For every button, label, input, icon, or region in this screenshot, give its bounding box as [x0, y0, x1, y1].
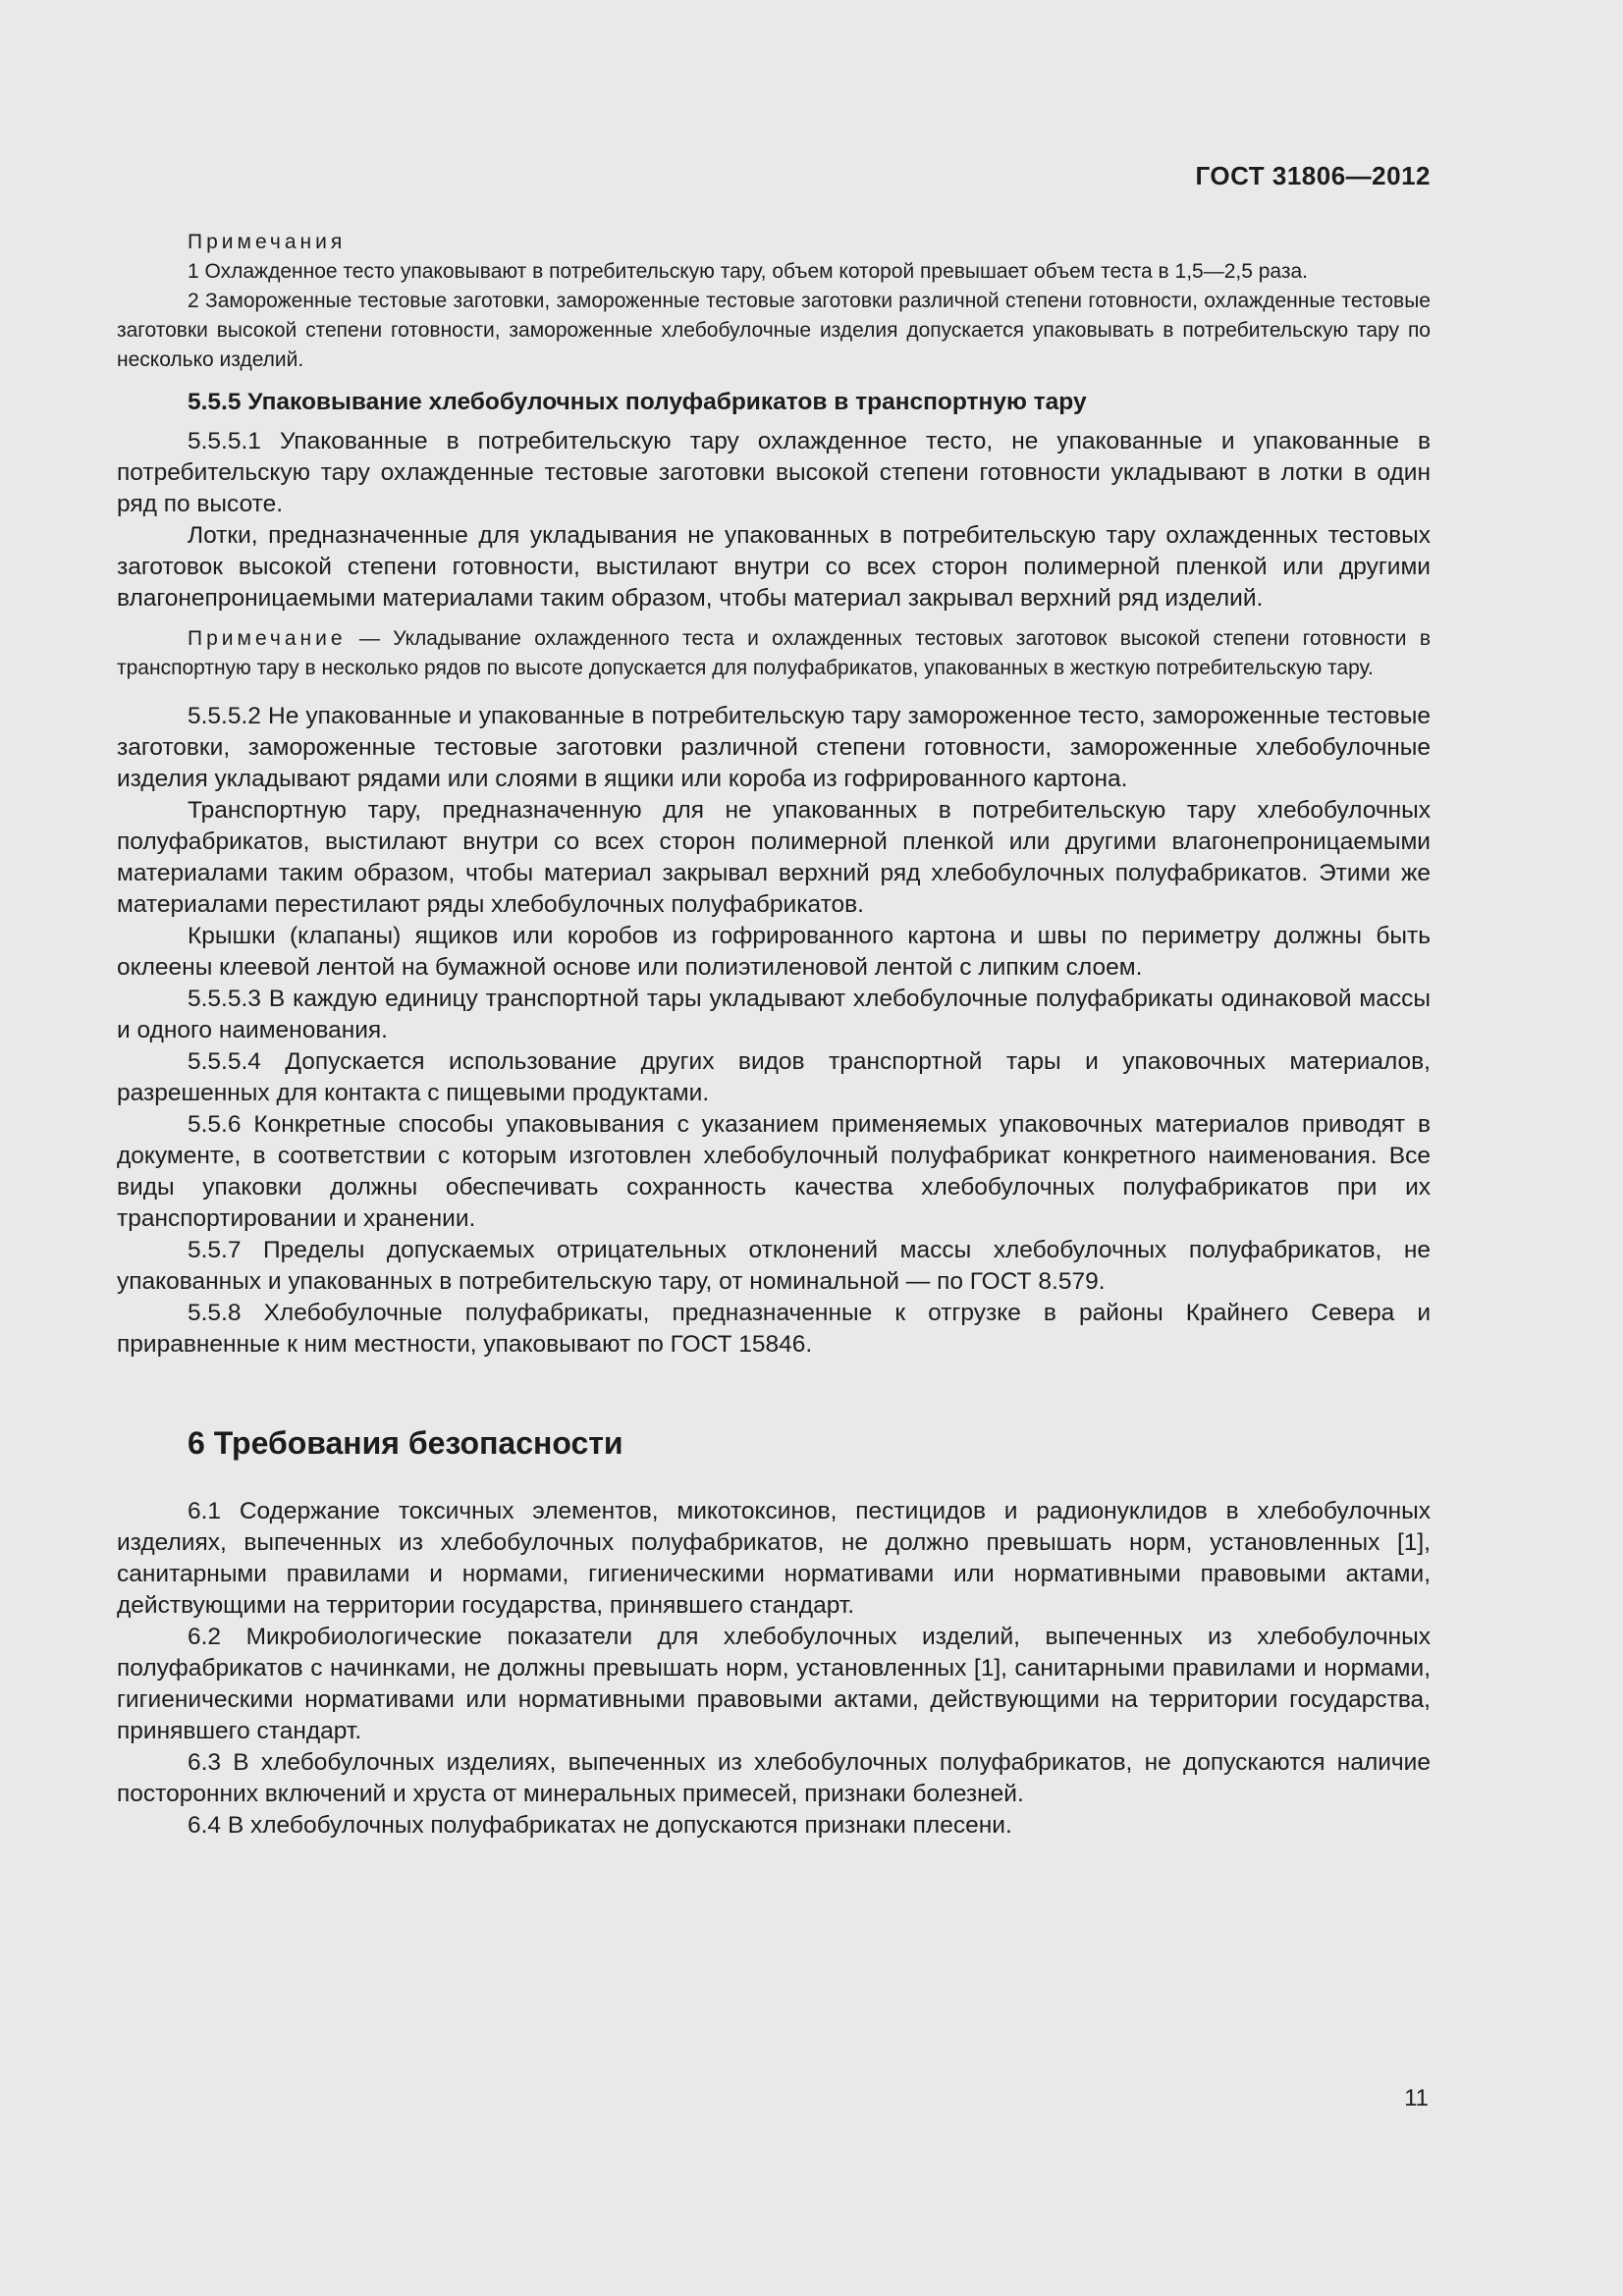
- note-label: Примечание: [188, 627, 347, 650]
- paragraph-5-5-5-4: 5.5.5.4 Допускается использование других видов транспортной тары и упаковочных материалов, разрешенных для контакта с пищевыми продуктами.: [117, 1048, 1431, 1106]
- section-heading-5-5-5: 5.5.5 Упаковывание хлебобулочных полуфабрикатов в транспортную тару: [188, 389, 1087, 415]
- paragraph-5-5-8: 5.5.8 Хлебобулочные полуфабрикаты, предназначенные к отгрузке в районы Крайнего Севера и приравненные к ним местности, упаковывают по ГОСТ 15846.: [117, 1300, 1431, 1358]
- paragraph: Лотки, предназначенные для укладывания не упакованных в потребительскую тару охлажденных тестовых заготовок высокой степени готовности, выстилают внутри со всех сторон полимерной пленкой или другими влагонепроницаемыми материалами таким образом, чтобы материал закрывал верхний ряд изделий.: [117, 522, 1431, 612]
- note-text: — Укладывание охлажденного теста и охлажденных тестовых заготовок высокой степени готовности в транспортную тару в несколько рядов по высоте допускается для полуфабрикатов, упакованных в жесткую потребительскую тару.: [117, 627, 1431, 679]
- paragraph-5-5-7: 5.5.7 Пределы допускаемых отрицательных отклонений массы хлебобулочных полуфабрикатов, не упакованных и упакованных в потребительскую тару, от номинальной — по ГОСТ 8.579.: [117, 1237, 1431, 1295]
- paragraph-6-4: 6.4 В хлебобулочных полуфабрикатах не допускаются признаки плесени.: [188, 1812, 1012, 1839]
- paragraph-5-5-5-3: 5.5.5.3 В каждую единицу транспортной тары укладывают хлебобулочные полуфабрикаты одинаковой массы и одного наименования.: [117, 986, 1431, 1043]
- notes-block: [117, 228, 1431, 375]
- paragraph: Транспортную тару, предназначенную для не упакованных в потребительскую тару хлебобулочных полуфабрикатов, выстилают внутри со всех сторон полимерной пленкой или другими влагонепроницаемыми материалами таким образом, чтобы материал закрывал верхний ряд хлебобулочных полуфабрикатов. Этими же материалами перестилают ряды хлебобулочных полуфабрикатов.: [117, 797, 1431, 918]
- note-paragraph: [117, 624, 1431, 683]
- note-item: 2 Замороженные тестовые заготовки, замороженные тестовые заготовки различной степени готовности, охлажденные тестовые заготовки высокой степени готовности, замороженные хлебобулочные изделия допускается упаковывать в потребительскую тару по несколько изделий.: [117, 290, 1431, 371]
- paragraph-5-5-6: 5.5.6 Конкретные способы упаковывания с указанием применяемых упаковочных материалов приводят в документе, в соответствии с которым изготовлен хлебобулочный полуфабрикат конкретного наименования. Все виды упаковки должны обеспечивать сохранность качества хлебобулочных полуфабрикатов при их транспортировании и хранении.: [117, 1111, 1431, 1232]
- paragraph: Крышки (клапаны) ящиков или коробов из гофрированного картона и швы по периметру должны быть оклеены клеевой лентой на бумажной основе или полиэтиленовой лентой с липким слоем.: [117, 923, 1431, 981]
- paragraph-6-3: 6.3 В хлебобулочных изделиях, выпеченных из хлебобулочных полуфабрикатов, не допускаются наличие посторонних включений и хруста от минеральных примесей, признаки болезней.: [117, 1749, 1431, 1807]
- note-item: 1 Охлажденное тесто упаковывают в потребительскую тару, объем которой превышает объем теста в 1,5—2,5 раза.: [188, 260, 1309, 283]
- paragraph-5-5-5-1: 5.5.5.1 Упакованные в потребительскую тару охлажденное тесто, не упакованные и упакованные в потребительскую тару охлажденные тестовые заготовки высокой степени готовности укладывают в лотки в один ряд по высоте.: [117, 428, 1431, 517]
- paragraph-6-2: 6.2 Микробиологические показатели для хлебобулочных изделий, выпеченных из хлебобулочных полуфабрикатов с начинками, не должны превышать норм, установленных [1], санитарными правилами и нормами, гигиеническими нормативами или нормативными правовыми актами, действующими на территории государства, принявшего стандарт.: [117, 1624, 1431, 1744]
- paragraph-5-5-5-2: 5.5.5.2 Не упакованные и упакованные в потребительскую тару замороженное тесто, замороженные тестовые заготовки, замороженные тестовые заготовки различной степени готовности, замороженные хлебобулочные изделия укладывают рядами или слоями в ящики или короба из гофрированного картона.: [117, 703, 1431, 792]
- page-body: [117, 228, 1431, 1842]
- page-number: 11: [1404, 2085, 1429, 2111]
- notes-title: Примечания: [188, 231, 347, 253]
- section-heading-6: 6 Требования безопасности: [188, 1425, 623, 1461]
- paragraph-6-1: 6.1 Содержание токсичных элементов, микотоксинов, пестицидов и радионуклидов в хлебобулочных изделиях, выпеченных из хлебобулочных полуфабрикатов, не должно превышать норм, установленных [1], санитарными правилами и нормами, гигиеническими нормативами или нормативными правовыми актами, действующими на территории государства, принявшего стандарт.: [117, 1498, 1431, 1619]
- document-designation: ГОСТ 31806—2012: [1195, 161, 1431, 190]
